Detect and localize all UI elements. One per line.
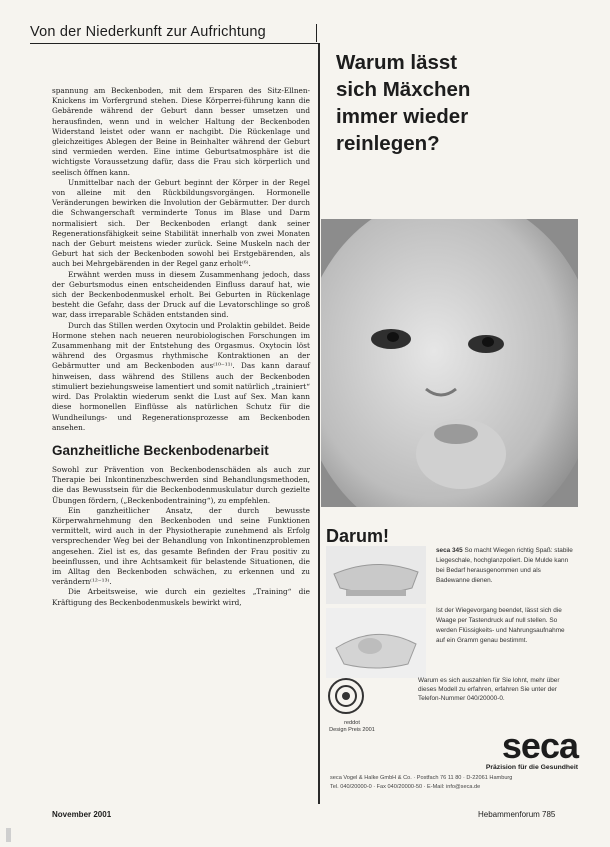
- article-paragraph: Ein ganzheitlicher Ansatz, der durch bewusste Körperwahrnehmung den Beckenboden und seine Funktionen vermittelt, wird auch in der Physiotherapie zunehmend als Erfolg versprechender Weg bei der Behandlung von Inkontinenzproblemen angesehen. Ziel ist es, das gesamte Befinden der Frau positiv zu beeinflussen, und ihre Achtsamkeit für belastende Situationen, die im Alltag den Beckenboden schwächen, zu erkennen und zu verändern⁽¹²⁻¹³⁾.: [52, 505, 310, 587]
- article-paragraph: Durch das Stillen werden Oxytocin und Prolaktin gebildet. Beide Hormone stehen nach neueren neurobiologischen Forschungen im Zusammenhang mit der Entstehung des Orgasmus. Oxytocin löst während des Orgasmus rhythmische Kontraktionen an der Gebärmutter und am Beckenboden aus⁽¹⁰⁻¹¹⁾. Das kann darauf hinweisen, dass während des Stillens auch der Beckenboden stimuliert beziehungsweise lamentiert und somit natürlich „trainiert“ wird. Das Prolaktin wiederum senkt die Lust auf Sex. Man kann diese hormonellen Einflüsse als natürlichen Schutz für die Wundheilungs- und Regenerationsprozesse am Beckenboden ansehen.: [52, 320, 310, 432]
- product-model: seca 345: [436, 547, 463, 554]
- section-heading: Ganzheitliche Beckenbodenarbeit: [52, 442, 269, 458]
- ad-left-border: [318, 44, 320, 804]
- contact-info: [330, 774, 578, 792]
- seca-advertisement: [318, 44, 580, 804]
- ad-subheadline: Darum!: [326, 526, 390, 546]
- contact-line: seca Vogel & Halke GmbH & Co. · Postfach 76 11 80 · D-22061 Hamburg: [330, 775, 513, 781]
- ad-headline-line: Warum lässt: [336, 51, 458, 74]
- product-description: [436, 546, 574, 586]
- design-award: [326, 676, 378, 734]
- product-feature-text: Ist der Wiegevorgang beendet, lässt sich die Waage per Tastendruck auf null stellen. So werden Flüssigkeits- und Nahrungsaufnahme auf ein Gramm genau bestimmt.: [436, 607, 565, 644]
- footer-date: November 2001: [52, 810, 112, 819]
- ad-headline: [336, 49, 576, 157]
- award-caption: Design Preis 2001: [329, 727, 375, 733]
- brand-block: [468, 725, 578, 771]
- award-name: reddot: [344, 720, 360, 726]
- brand-tagline: Präzision für die Gesundheit: [485, 764, 578, 771]
- baby-scale-photo: [326, 546, 426, 604]
- product-description-text: So macht Wiegen richtig Spaß: stabile Liegeschale, hochglanzpoliert. Die Mulde kann bei Bedarf herausgenommen und als Badewanne dienen.: [436, 547, 573, 584]
- scan-gutter-mark: [6, 828, 11, 842]
- ad-headline-line: immer wieder: [336, 105, 469, 128]
- reddot-logo-icon: [326, 676, 366, 716]
- article-paragraph: Unmittelbar nach der Geburt beginnt der Körper in der Regel von alleine mit den Rückbildungsvorgängen. Hormonelle Veränderungen bewirken die Involution der Gebärmutter. Der durch die Schwangerschaft verminderte Tonus im Blase und Darm normalisiert sich. Der Beckenboden erlangt dank seiner Regenerationsfähigkeit seine Stabilität innerhalb von zwei Monaten nach der Geburt meistens wieder zurück. Seine Muskeln nach der Geburt hat sich der Beckenboden sowohl bei Erstgebärenden, als auch bei Mehrgebärenden in der Regel ganz erholt⁽⁶⁾.: [52, 177, 310, 269]
- article-paragraph: Sowohl zur Prävention von Beckenbodenschäden als auch zur Therapie bei Inkontinenzbeschwerden sind Behandlungsmethoden, die das Bewusstsein für die Beckenbodenmuskulatur durch gezielte Übungen fördern, („Beckenbodentraining“), zu empfehlen.: [52, 464, 310, 505]
- ad-info-text: Warum es sich auszahlen für Sie lohnt, mehr über dieses Modell zu erfahren, erfahren Sie unter der Telefon-Nummer 040/20000-0.: [418, 677, 560, 702]
- ad-headline-line: reinlegen?: [336, 132, 440, 155]
- header-divider: [316, 24, 317, 42]
- article-paragraph: Erwähnt werden muss in diesem Zusammenhang jedoch, dass der Geburtsmodus einen entscheidenden Einfluss darauf hat, wie sich der Beckenbodenmuskel erholt. Bei Geburten in Rückenlage besteht die Gefahr, dass der Druck auf die Levatorschlinge so groß war, dass irreparable Schäden entstanden sind.: [52, 269, 310, 320]
- article-paragraph: Die Arbeitsweise, wie durch ein gezieltes „Training“ die Kräftigung des Beckenbodenmuskels bewirkt wird,: [52, 587, 310, 607]
- contact-line: Tel. 040/20000-0 · Fax 040/20000-50 · E-Mail: info@seca.de: [330, 784, 481, 790]
- scale-detail-photo: [326, 608, 426, 678]
- article-paragraph: spannung am Beckenboden, mit dem Ersparen des Sitz-Ellnen-Knickens im Vorfergrund stehen. Diese Körperrei-führung kann die Gebärende während der Geburt dann besser umsetzen und herausfinden, wenn und in welcher Haltung der Beckenboden Widerstand leistet oder wann er nachgibt. Die Rückenlage und gleichzeitiges Ablegen der Beine in Beinhalter während der Geburt sind vermieden werden. Eine intime Geburtsatmosphäre ist die wichtigste Voraussetzung dafür, dass die Frau sich körperlich und seelisch öffnen kann.: [52, 86, 310, 177]
- ad-headline-line: sich Mäxchen: [336, 78, 471, 101]
- baby-photo: [321, 219, 578, 507]
- seca-logo: seca: [501, 725, 578, 766]
- article-column: [52, 86, 310, 608]
- footer-page-number: Hebammenforum 785: [478, 810, 556, 819]
- running-header-title: Von der Niederkunft zur Aufrichtung: [30, 24, 320, 44]
